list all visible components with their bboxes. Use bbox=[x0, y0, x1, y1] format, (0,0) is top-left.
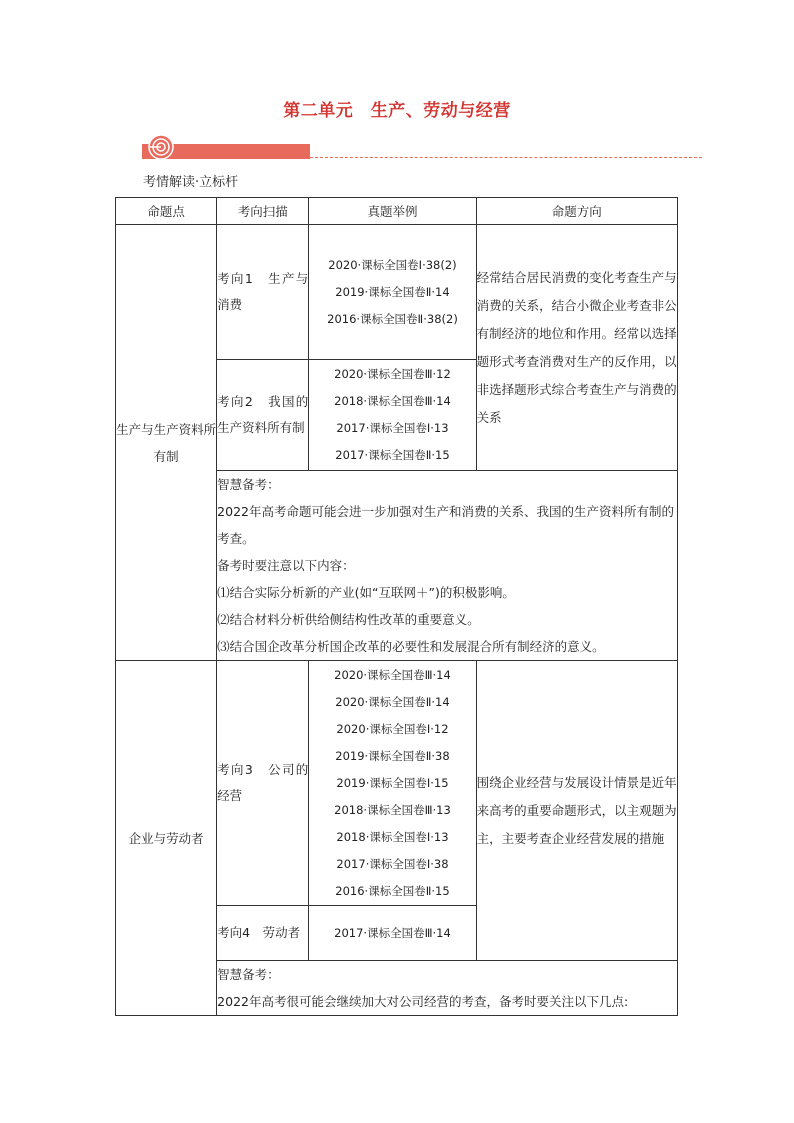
table-row bbox=[116, 661, 678, 906]
scan-direction-2: 考向2 我国的生产资料所有制 bbox=[217, 360, 309, 471]
example-item: 2017·课标全国卷Ⅰ·38 bbox=[336, 856, 449, 871]
header-examples: 真题举例 bbox=[309, 198, 476, 225]
example-item: 2017·课标全国卷Ⅲ·14 bbox=[334, 925, 451, 940]
scan-direction-4: 考向4 劳动者 bbox=[217, 906, 309, 961]
example-item: 2018·课标全国卷Ⅲ·14 bbox=[334, 394, 451, 408]
point-production: 生产与生产资料所有制 bbox=[116, 225, 217, 661]
examples-direction-4 bbox=[309, 906, 476, 961]
example-item: 2017·课标全国卷Ⅱ·15 bbox=[335, 448, 450, 462]
header-point: 命题点 bbox=[116, 198, 217, 225]
example-item: 2017·课标全国卷Ⅰ·13 bbox=[336, 421, 449, 435]
example-item: 2019·课标全国卷Ⅰ·15 bbox=[336, 775, 449, 790]
scan-direction-3: 考向3 公司的经营 bbox=[217, 661, 309, 906]
section-banner bbox=[142, 131, 310, 159]
point-enterprise: 企业与劳动者 bbox=[116, 661, 217, 1016]
exam-analysis-table bbox=[115, 197, 678, 1016]
examples-direction-2 bbox=[309, 360, 476, 471]
wisdom-prep-group-2 bbox=[217, 961, 678, 1016]
scan-direction-1: 考向1 生产与消费 bbox=[217, 225, 309, 360]
example-item: 2019·课标全国卷Ⅱ·14 bbox=[335, 284, 450, 299]
wisdom-line: 2022年高考命题可能会进一步加强对生产和消费的关系、我国的生产资料所有制的考查。 bbox=[217, 504, 674, 546]
direction-text-group-1: 经常结合居民消费的变化考查生产与消费的关系，结合小微企业考查非公有制经济的地位和作用。经常以选择题形式考查消费对生产的反作用，以非选择题形式综合考查生产与消费的关系 bbox=[476, 225, 677, 471]
wisdom-line: 备考时要注意以下内容： bbox=[217, 558, 355, 573]
wisdom-line: 2022年高考很可能会继续加大对公司经营的考查，备考时要关注以下几点: bbox=[217, 994, 629, 1009]
header-scan: 考向扫描 bbox=[217, 198, 309, 225]
page-title: 第二单元 生产、劳动与经营 bbox=[283, 101, 511, 121]
wisdom-heading: 智慧备考： bbox=[217, 477, 280, 492]
table-row bbox=[116, 225, 678, 360]
example-item: 2020·课标全国卷Ⅰ·12 bbox=[336, 721, 449, 736]
example-item: 2019·课标全国卷Ⅱ·38 bbox=[335, 748, 450, 763]
wisdom-item: ⑶结合国企改革分析国企改革的必要性和发展混合所有制经济的意义。 bbox=[217, 639, 605, 654]
example-item: 2018·课标全国卷Ⅰ·13 bbox=[336, 829, 449, 844]
dashed-divider bbox=[310, 157, 702, 158]
target-icon bbox=[148, 134, 174, 160]
header-direction: 命题方向 bbox=[476, 198, 677, 225]
table-header-row bbox=[116, 198, 678, 225]
wisdom-item: ⑴结合实际分析新的产业(如“互联网＋”)的积极影响。 bbox=[217, 585, 515, 600]
example-item: 2020·课标全国卷Ⅲ·14 bbox=[334, 667, 451, 682]
example-item: 2016·课标全国卷Ⅱ·38(2) bbox=[327, 311, 458, 326]
example-item: 2020·课标全国卷Ⅱ·14 bbox=[335, 694, 450, 709]
example-item: 2016·课标全国卷Ⅱ·15 bbox=[335, 883, 450, 898]
wisdom-prep-group-1 bbox=[217, 471, 678, 661]
example-item: 2018·课标全国卷Ⅲ·13 bbox=[334, 802, 451, 817]
example-item: 2020·课标全国卷Ⅰ·38(2) bbox=[328, 257, 457, 272]
example-item: 2020·课标全国卷Ⅲ·12 bbox=[334, 367, 451, 381]
wisdom-heading: 智慧备考： bbox=[217, 967, 280, 982]
wisdom-item: ⑵结合材料分析供给侧结构性改革的重要意义。 bbox=[217, 612, 480, 627]
examples-direction-3 bbox=[309, 661, 476, 906]
examples-direction-1 bbox=[309, 225, 476, 360]
section-label: 考情解读·立标杆 bbox=[143, 175, 239, 190]
direction-text-group-2: 围绕企业经营与发展设计情景是近年来高考的重要命题形式，以主观题为主，主要考查企业经营发展的措施 bbox=[476, 661, 677, 961]
